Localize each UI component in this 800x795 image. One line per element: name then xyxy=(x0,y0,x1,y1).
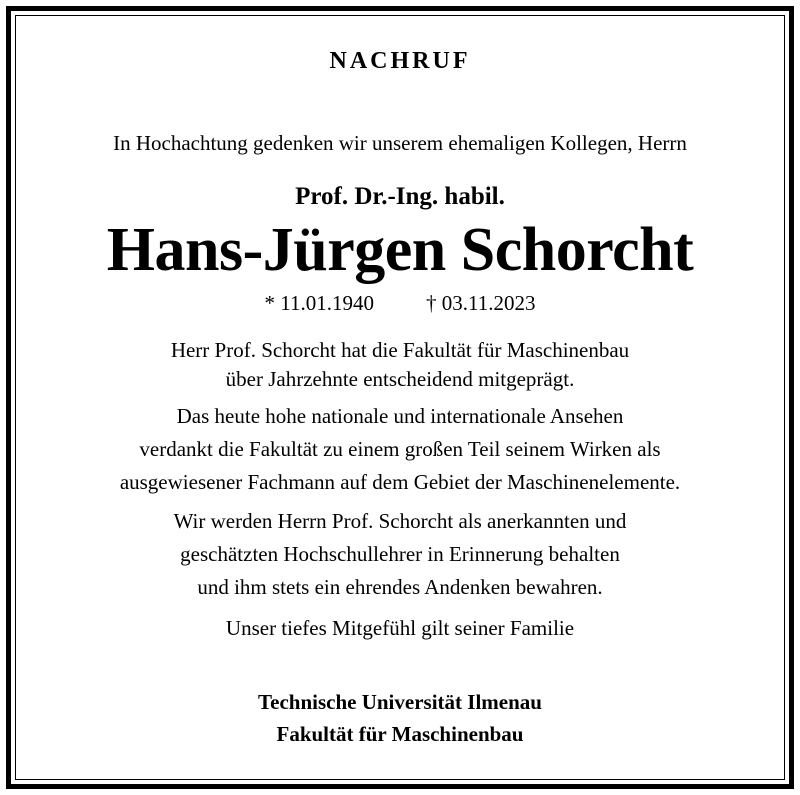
condolence-line: Unser tiefes Mitgefühl gilt seiner Familie xyxy=(225,616,575,640)
university-name: Technische Universität Ilmenau xyxy=(258,690,542,714)
paragraph-line: verdankt die Fakultät zu einem großen Teil seinem Wirken als xyxy=(139,437,661,461)
paragraph-line: und ihm stets ein ehrendes Andenken bewahren. xyxy=(197,575,603,599)
paragraph-line: geschätzten Hochschullehrer in Erinnerung behalten xyxy=(180,542,620,566)
faculty-name: Fakultät für Maschinenbau xyxy=(276,722,524,746)
paragraph-line: ausgewiesener Fachmann auf dem Gebiet der Maschinenelemente. xyxy=(119,470,681,494)
deceased-name: Hans-Jürgen Schorcht xyxy=(106,216,694,284)
birth-date: * 11.01.1940 xyxy=(264,291,374,315)
death-date: † 03.11.2023 xyxy=(426,291,536,315)
paragraph-line: Wir werden Herrn Prof. Schorcht als anerkannten und xyxy=(173,509,627,533)
academic-title: Prof. Dr.-Ing. habil. xyxy=(295,183,505,210)
paragraph-line: über Jahrzehnte entscheidend mitgeprägt. xyxy=(225,367,575,391)
notice-heading: NACHRUF xyxy=(329,48,471,74)
intro-text: In Hochachtung gedenken wir unserem ehemaligen Kollegen, Herrn xyxy=(113,131,687,155)
paragraph-line: Herr Prof. Schorcht hat die Fakultät für Maschinenbau xyxy=(170,338,630,362)
paragraph-line: Das heute hohe nationale und internationale Ansehen xyxy=(176,404,624,428)
life-dates xyxy=(0,289,800,317)
